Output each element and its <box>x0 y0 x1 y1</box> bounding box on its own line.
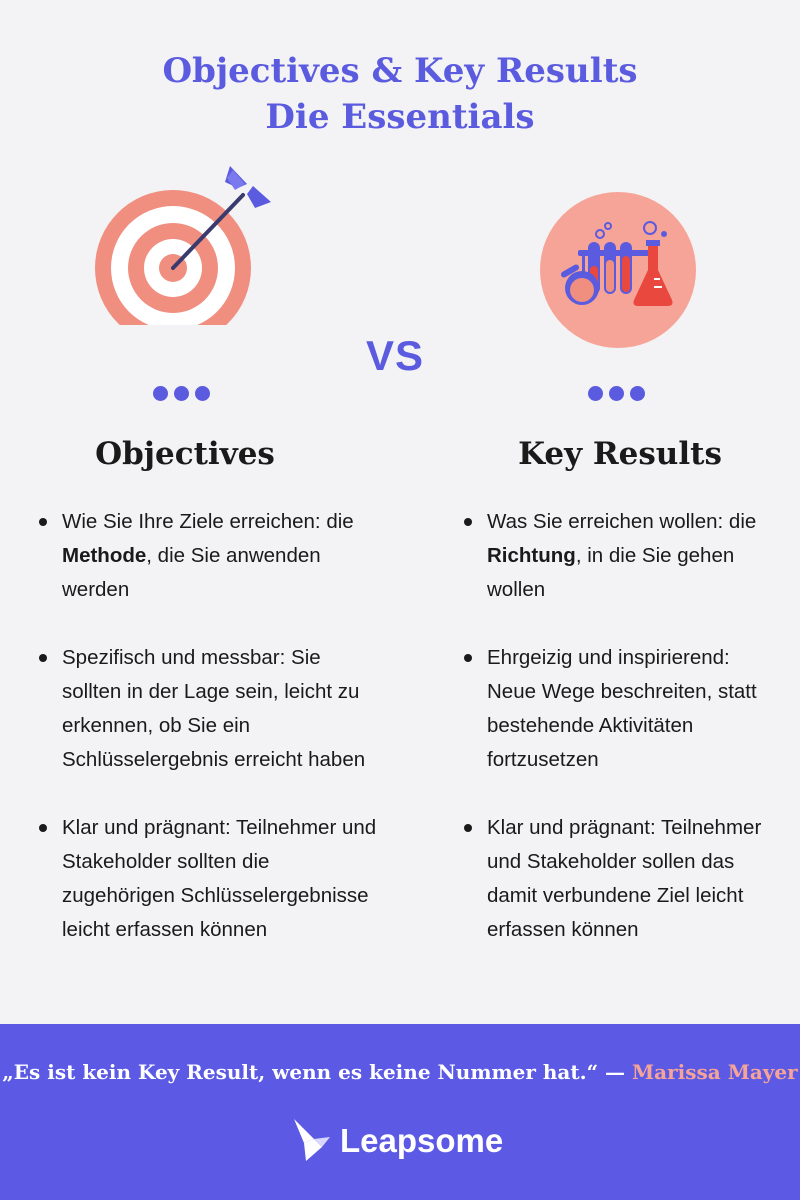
brand-logo[interactable] <box>292 1116 503 1166</box>
quote <box>0 1060 800 1084</box>
left-dots-divider <box>153 386 223 404</box>
objectives-heading: Objectives <box>95 436 275 472</box>
list-item: Wie Sie Ihre Ziele erreichen: die Methode, die Sie anwenden werden <box>38 505 378 607</box>
lab-flasks-icon <box>540 190 700 350</box>
versus-label: VS <box>365 332 425 379</box>
quote-author: Marissa Mayer <box>632 1060 798 1084</box>
list-item: Spezifisch und messbar: Sie sollten in der Lage sein, leicht zu erkennen, ob Sie ein Schlüsselergebnis erreicht haben <box>38 641 378 777</box>
list-item: Klar und prägnant: Teilnehmer und Stakeholder sollten die zugehörigen Schlüsselergebnisse leicht erfassen können <box>38 811 378 947</box>
leapsome-bird-icon <box>292 1117 332 1165</box>
list-item: Ehrgeizig und inspirierend: Neue Wege beschreiten, statt bestehende Aktivitäten fortzusetzen <box>463 641 773 777</box>
footer-banner <box>0 1024 800 1200</box>
key-results-heading: Key Results <box>518 436 722 472</box>
page-title <box>0 48 800 140</box>
title-line-2: Die Essentials <box>265 97 535 137</box>
target-icon <box>95 160 275 325</box>
quote-dash: — <box>598 1060 633 1084</box>
brand-name: Leapsome <box>340 1122 504 1159</box>
key-results-list <box>463 505 773 981</box>
list-item: Was Sie erreichen wollen: die Richtung, in die Sie gehen wollen <box>463 505 773 607</box>
quote-text: „Es ist kein Key Result, wenn es keine Nummer hat.“ <box>2 1060 599 1084</box>
list-item: Klar und prägnant: Teilnehmer und Stakeholder sollen das damit verbundene Ziel leicht erfassen können <box>463 811 773 947</box>
right-dots-divider <box>588 386 658 404</box>
objectives-list <box>38 505 378 981</box>
title-line-1: Objectives & Key Results <box>162 51 638 91</box>
